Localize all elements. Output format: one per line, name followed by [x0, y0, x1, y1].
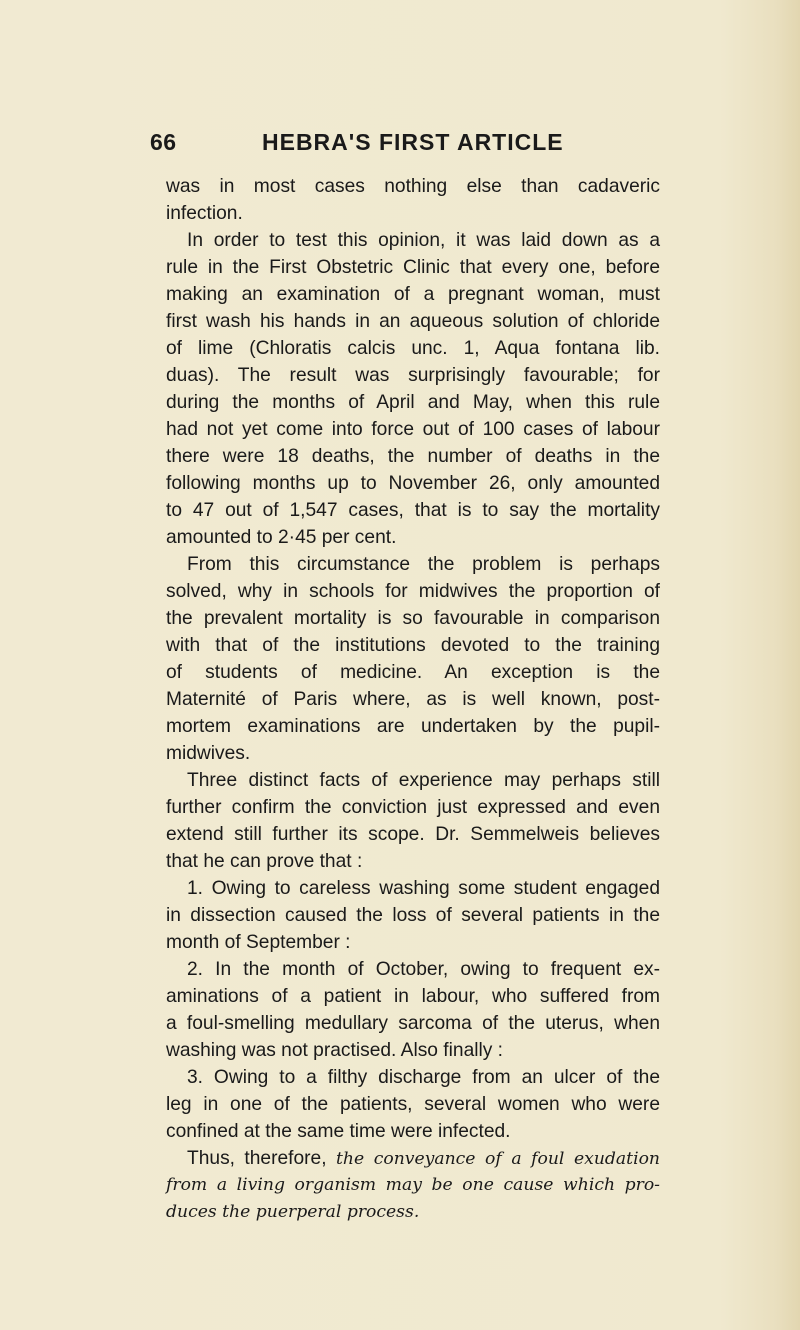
text-line: a foul-smelling medullary sarcoma of the uterus, when — [166, 1013, 660, 1034]
text-line: making an examination of a pregnant woman, must — [166, 284, 660, 305]
text-line: mortem examinations are undertaken by the pupil- — [166, 716, 660, 737]
text-line: midwives. — [166, 743, 251, 764]
text-line: solved, why in schools for midwives the proportion of — [166, 581, 660, 602]
page-header — [0, 129, 800, 159]
text-line: infection. — [166, 203, 243, 224]
text-line: had not yet come into force out of 100 cases of labour — [166, 419, 660, 440]
text-line: Three distinct facts of experience may perhaps still — [187, 770, 660, 791]
text-line: further confirm the conviction just expressed and even — [166, 797, 660, 818]
text-line-italic: from a living organism may be one cause which pro- — [166, 1175, 660, 1195]
text-line: 3. Owing to a filthy discharge from an ulcer of the — [187, 1067, 660, 1088]
text-line: duas). The result was surprisingly favourable; for — [166, 365, 660, 386]
text-line: From this circumstance the problem is perhaps — [187, 554, 660, 575]
text-line: to 47 out of 1,547 cases, that is to say the mortality — [166, 500, 660, 521]
text-line: extend still further its scope. Dr. Semmelweis believes — [166, 824, 660, 845]
text-line: leg in one of the patients, several women who were — [166, 1094, 660, 1115]
text-italic: the conveyance of a foul exudation — [336, 1149, 661, 1169]
text-line: first wash his hands in an aqueous solution of chloride — [166, 311, 660, 332]
page-number: 66 — [150, 129, 177, 155]
text-line: during the months of April and May, when this rule — [166, 392, 660, 413]
text-line: confined at the same time were infected. — [166, 1121, 511, 1142]
text-line: month of September : — [166, 932, 351, 953]
text-line-italic: duces the puerperal process. — [166, 1202, 420, 1222]
text-line: following months up to November 26, only amounted — [166, 473, 660, 494]
running-title: HEBRA'S FIRST ARTICLE — [262, 129, 564, 155]
text-line: the prevalent mortality is so favourable in comparison — [166, 608, 660, 629]
text-line: aminations of a patient in labour, who suffered from — [166, 986, 660, 1007]
text-line: with that of the institutions devoted to the training — [166, 635, 660, 656]
text-roman: Thus, therefore, — [187, 1148, 327, 1169]
text-line-mixed — [166, 1145, 660, 1172]
text-line: amounted to 2·45 per cent. — [166, 527, 397, 548]
text-line: that he can prove that : — [166, 851, 363, 872]
text-line: in dissection caused the loss of several patients in the — [166, 905, 660, 926]
text-line: there were 18 deaths, the number of deaths in the — [166, 446, 660, 467]
text-line: washing was not practised. Also finally : — [166, 1040, 504, 1061]
text-line: In order to test this opinion, it was laid down as a — [187, 230, 660, 251]
text-line: 1. Owing to careless washing some student engaged — [187, 878, 660, 899]
text-line: was in most cases nothing else than cadaveric — [166, 176, 660, 197]
text-line: rule in the First Obstetric Clinic that every one, before — [166, 257, 660, 278]
text-line: of lime (Chloratis calcis unc. 1, Aqua fontana lib. — [166, 338, 660, 359]
text-line: of students of medicine. An exception is the — [166, 662, 660, 683]
text-line: 2. In the month of October, owing to frequent ex- — [187, 959, 660, 980]
body-text — [166, 173, 660, 1226]
text-line: Maternité of Paris where, as is well known, post- — [166, 689, 660, 710]
